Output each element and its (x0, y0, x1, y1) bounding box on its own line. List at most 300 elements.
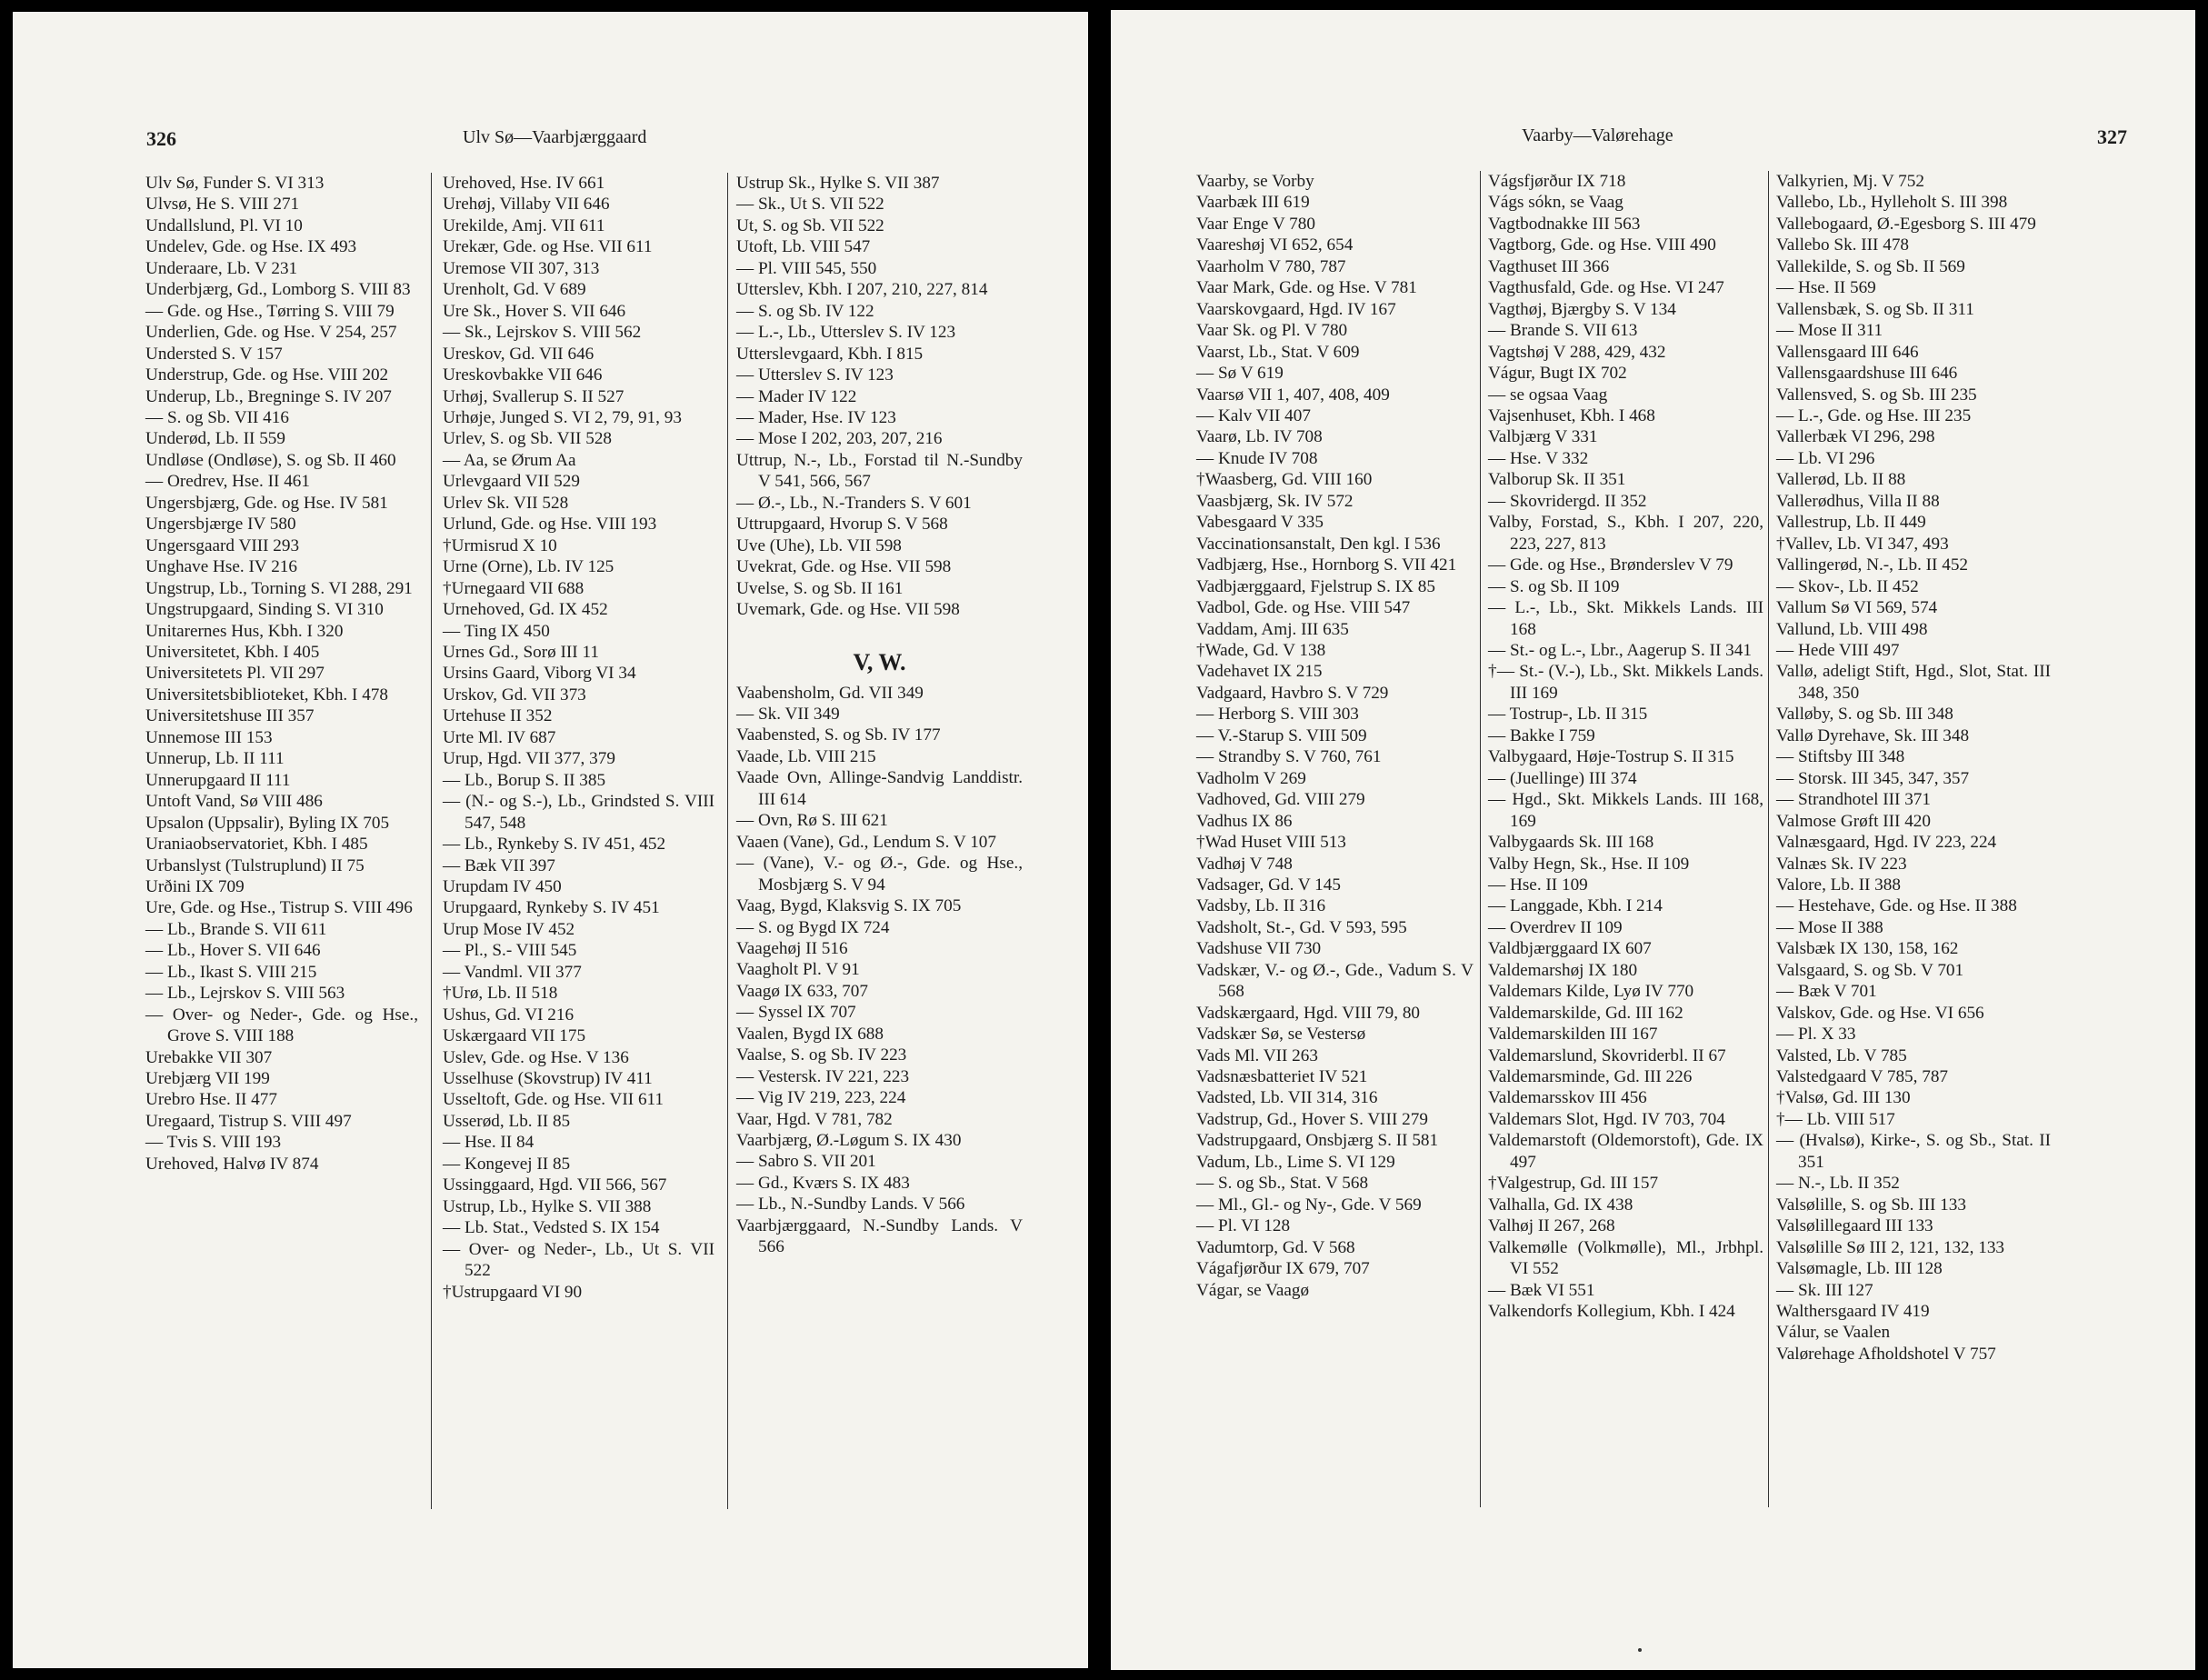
index-entry: Vaasbjærg, Sk. IV 572 (1196, 491, 1354, 511)
index-entry: Valhalla, Gd. IX 438 (1488, 1195, 1634, 1215)
index-entry: — St.- og L.-, Lbr., Aagerup S. II 341 (1488, 640, 1752, 660)
index-entry: Undallslund, Pl. VI 10 (145, 215, 303, 235)
index-entry: Undelev, Gde. og Hse. IX 493 (145, 237, 357, 257)
index-entry: Vaabensholm, Gd. VII 349 (736, 683, 924, 703)
index-column-1 (1196, 171, 1474, 1301)
index-entry: Vaalen, Bygd IX 688 (736, 1024, 884, 1044)
index-entry: Ustrup Sk., Hylke S. VII 387 (736, 174, 940, 193)
index-entry: Urehoved, Halvø IV 874 (145, 1154, 319, 1174)
index-entry: Universitetets Pl. VII 297 (145, 664, 325, 684)
index-entry: †Urø, Lb. II 518 (443, 984, 558, 1004)
index-entry: Vaareshøj VI 652, 654 (1196, 235, 1354, 255)
index-entry: Ureskovbakke VII 646 (443, 365, 603, 385)
index-entry: Vadshuse VII 730 (1196, 939, 1322, 959)
index-entry: Valmose Grøft III 420 (1776, 811, 1931, 831)
index-entry: Valskov, Gde. og Hse. VI 656 (1776, 1003, 1984, 1023)
index-entry: Uremose VII 307, 313 (443, 258, 600, 278)
index-entry: Vallund, Lb. VIII 498 (1776, 619, 1928, 639)
index-entry: — Sabro S. VII 201 (736, 1152, 876, 1172)
running-head: Ulv Sø—Vaarbjærggaard (463, 127, 647, 147)
index-entry: Urebro Hse. II 477 (145, 1090, 277, 1110)
index-entry: — S. og Sb. IV 122 (736, 301, 874, 321)
index-entry: Valore, Lb. II 388 (1776, 875, 1901, 895)
index-entry: — Mose II 388 (1776, 917, 1883, 937)
index-entry: Vadsby, Lb. II 316 (1196, 896, 1326, 916)
index-entry: — Knude IV 708 (1196, 448, 1318, 468)
index-entry: — Aa, se Ørum Aa (443, 450, 576, 470)
index-entry: — Sk., Ut S. VII 522 (736, 195, 884, 215)
index-entry: — Bæk VII 397 (443, 855, 555, 875)
index-entry: Urenholt, Gd. V 689 (443, 280, 586, 300)
index-entry: — Lb. VI 296 (1776, 448, 1875, 468)
index-entry: — Gde. og Hse., Tørring S. VIII 79 (145, 301, 395, 321)
index-entry: Vallerbæk VI 296, 298 (1776, 427, 1935, 447)
index-entry: Vagtbodnakke III 563 (1488, 214, 1641, 234)
index-entry: Vaarbæk III 619 (1196, 193, 1310, 213)
index-entry: Ursins Gaard, Viborg VI 34 (443, 664, 636, 684)
index-entry: Valsgaard, S. og Sb. V 701 (1776, 960, 1964, 980)
index-entry: — Bakke I 759 (1488, 725, 1595, 745)
index-entry: Vadsholt, St.-, Gd. V 593, 595 (1196, 917, 1407, 937)
index-entry: Uskærgaard VII 175 (443, 1026, 586, 1046)
index-entry: Vagtshøj V 288, 429, 432 (1488, 342, 1666, 362)
index-entry: Vaarskovgaard, Hgd. IV 167 (1196, 299, 1396, 319)
index-entry: Unnerup, Lb. II 111 (145, 749, 285, 769)
index-entry: Vágur, Bugt IX 702 (1488, 364, 1627, 384)
index-entry: Vallestrup, Lb. II 449 (1776, 513, 1926, 533)
index-entry: — Pl. VI 128 (1196, 1216, 1291, 1236)
index-entry: — Strandby S. V 760, 761 (1196, 747, 1382, 767)
index-entry: †Wade, Gd. V 138 (1196, 640, 1326, 660)
index-entry: — Lb., Rynkeby S. IV 451, 452 (443, 835, 666, 855)
index-entry: Valdemarsskov III 456 (1488, 1088, 1647, 1108)
index-entry: — Vig IV 219, 223, 224 (736, 1088, 906, 1108)
index-entry: Valdemarslund, Skovriderbl. II 67 (1488, 1045, 1726, 1065)
index-entry: Urebakke VII 307 (145, 1047, 273, 1067)
index-entry: †Ustrupgaard VI 90 (443, 1282, 583, 1302)
index-entry: Uvelse, S. og Sb. II 161 (736, 578, 904, 598)
index-entry: Vadum, Lb., Lime S. VI 129 (1196, 1152, 1395, 1172)
index-entry: Universitetshuse III 357 (145, 706, 315, 726)
index-entry: Ure, Gde. og Hse., Tistrup S. VIII 496 (145, 898, 413, 918)
index-entry: — S. og Sb., Stat. V 568 (1196, 1174, 1369, 1194)
index-entry: Valdemarsminde, Gd. III 226 (1488, 1067, 1693, 1087)
index-entry: Vadbjærg, Hse., Hornborg S. VII 421 (1196, 555, 1457, 575)
index-entry: Understed S. V 157 (145, 344, 283, 364)
index-entry: Valborup Sk. II 351 (1488, 470, 1626, 490)
index-entry: Vadsager, Gd. V 145 (1196, 875, 1341, 895)
index-entry: — Pl. X 33 (1776, 1025, 1856, 1045)
index-entry: Vaagehøj II 516 (736, 938, 848, 958)
index-entry: Valbjærg V 331 (1488, 427, 1598, 447)
index-entry: Usselhuse (Skovstrup) IV 411 (443, 1069, 653, 1089)
index-entry: Valsømagle, Lb. III 128 (1776, 1259, 1943, 1279)
index-entry: Vaccinationsanstalt, Den kgl. I 536 (1196, 534, 1441, 554)
index-entry: Uslev, Gde. og Hse. V 136 (443, 1047, 629, 1067)
index-entry: — Vestersk. IV 221, 223 (736, 1066, 910, 1086)
index-entry: Valsølillegaard III 133 (1776, 1216, 1933, 1236)
page-number: 326 (146, 127, 176, 150)
index-column-2 (443, 173, 714, 1303)
index-entry: — Ting IX 450 (443, 621, 550, 641)
index-entry: Vaarst, Lb., Stat. V 609 (1196, 342, 1360, 362)
index-entry: Ure Sk., Hover S. VII 646 (443, 301, 626, 321)
index-entry: Uttrupgaard, Hvorup S. V 568 (736, 515, 948, 535)
index-entry: Vallum Sø VI 569, 574 (1776, 598, 1938, 618)
index-entry: †Vallev, Lb. VI 347, 493 (1776, 534, 1949, 554)
index-entry: Underbjærg, Gd., Lomborg S. VIII 83 (145, 280, 411, 300)
index-entry: — Herborg S. VIII 303 (1196, 705, 1359, 725)
index-entry: — Over- og Neder-, Gde. og Hse., Grove S. VIII 188 (145, 1005, 418, 1046)
index-entry: Urnehoved, Gd. IX 452 (443, 600, 608, 620)
index-entry: Urnes Gd., Sorø III 11 (443, 642, 599, 662)
right-page (1111, 10, 2195, 1670)
index-entry: Vagtborg, Gde. og Hse. VIII 490 (1488, 235, 1716, 255)
index-entry: Vaar, Hgd. V 781, 782 (736, 1109, 893, 1129)
index-entry: Vadhøj V 748 (1196, 854, 1293, 874)
index-entry: Vaagholt Pl. V 91 (736, 960, 860, 980)
index-entry: Vallensbæk, S. og Sb. II 311 (1776, 299, 1974, 319)
index-entry: — Tostrup-, Lb. II 315 (1488, 705, 1648, 725)
index-entry: Urlev Sk. VII 528 (443, 493, 569, 513)
index-entry: Uve (Uhe), Lb. VII 598 (736, 535, 902, 555)
index-entry: — Skovridergd. II 352 (1488, 491, 1647, 511)
index-entry: Vallø Dyrehave, Sk. III 348 (1776, 725, 1970, 745)
index-entry: Vadbjærggaard, Fjelstrup S. IX 85 (1196, 576, 1435, 596)
index-entry: †— Lb. VIII 517 (1776, 1109, 1895, 1129)
index-entry: Urðini IX 709 (145, 876, 245, 896)
index-entry: — Hse. V 332 (1488, 448, 1589, 468)
index-entry: Underup, Lb., Bregninge S. IV 207 (145, 386, 392, 406)
index-entry: Vaarholm V 780, 787 (1196, 256, 1346, 276)
index-entry: Urskov, Gd. VII 373 (443, 685, 586, 705)
index-entry: Urebjærg VII 199 (145, 1069, 270, 1089)
index-entry: — Mader, Hse. IV 123 (736, 407, 896, 427)
index-entry: Valby Hegn, Sk., Hse. II 109 (1488, 854, 1690, 874)
index-entry: Urekær, Gde. og Hse. VII 611 (443, 237, 653, 257)
index-entry: Vaar Mark, Gde. og Hse. V 781 (1196, 278, 1417, 298)
index-entry: — Tvis S. VIII 193 (145, 1133, 282, 1153)
index-entry: Vaade Ovn, Allinge-Sandvig Landdistr. III 614 (736, 768, 1023, 809)
index-entry: — (Hvalsø), Kirke-, S. og Sb., Stat. II 351 (1776, 1131, 2051, 1172)
index-entry: — Kongevej II 85 (443, 1154, 571, 1174)
index-entry: Vaar Sk. og Pl. V 780 (1196, 321, 1348, 341)
index-entry: — (Juellinge) III 374 (1488, 768, 1637, 788)
index-entry: Vaarø, Lb. IV 708 (1196, 427, 1323, 447)
index-entry: Vadbol, Gde. og Hse. VIII 547 (1196, 598, 1411, 618)
index-entry: Unnemose III 153 (145, 727, 273, 747)
index-entry: Vadsnæsbatteriet IV 521 (1196, 1067, 1368, 1087)
page-number: 327 (2097, 125, 2127, 148)
index-entry: — Strandhotel III 371 (1776, 790, 1931, 810)
index-entry: — Lb., N.-Sundby Lands. V 566 (736, 1195, 965, 1215)
index-entry: Walthersgaard IV 419 (1776, 1302, 1930, 1322)
index-entry: Vágsfjørður IX 718 (1488, 172, 1626, 191)
index-entry: Unitarernes Hus, Kbh. I 320 (145, 621, 344, 641)
index-entry: Valnæsgaard, Hgd. IV 223, 224 (1776, 833, 1997, 853)
index-entry: Valnæs Sk. IV 223 (1776, 854, 1907, 874)
index-entry: Vaaen (Vane), Gd., Lendum S. V 107 (736, 832, 996, 852)
index-entry: Vagthusfald, Gde. og Hse. VI 247 (1488, 278, 1724, 298)
column-rule (431, 173, 432, 1509)
running-head: Vaarby—Valørehage (1522, 125, 1673, 145)
index-entry: Urehoved, Hse. IV 661 (443, 174, 605, 193)
index-entry: — Mose II 311 (1776, 321, 1883, 341)
index-entry: Vallensved, S. og Sb. III 235 (1776, 385, 1977, 405)
index-entry: Underaare, Lb. V 231 (145, 258, 298, 278)
index-entry: — S. og Bygd IX 724 (736, 917, 890, 937)
index-entry: Uregaard, Tistrup S. VIII 497 (145, 1111, 352, 1131)
index-entry: Valørehage Afholdshotel V 757 (1776, 1344, 1996, 1364)
index-entry: †Urnegaard VII 688 (443, 578, 584, 598)
index-entry: Vaalse, S. og Sb. IV 223 (736, 1045, 907, 1065)
index-entry: — Stiftsby III 348 (1776, 747, 1905, 767)
section-heading: V, W. (853, 648, 906, 675)
index-entry: Undløse (Ondløse), S. og Sb. II 460 (145, 450, 396, 470)
index-entry: Vadumtorp, Gd. V 568 (1196, 1237, 1355, 1257)
index-entry: Vagthøj, Bjærgby S. V 134 (1488, 299, 1676, 319)
index-entry: Valdemarstoft (Oldemorstoft), Gde. IX 497 (1488, 1131, 1763, 1172)
index-entry: Vallebo, Lb., Hylleholt S. III 398 (1776, 193, 2008, 213)
index-entry: Urup Mose IV 452 (443, 919, 575, 939)
index-entry: Valdemarskilden III 167 (1488, 1025, 1658, 1045)
print-speck (1638, 1648, 1642, 1652)
index-entry: Vallebogaard, Ø.-Egesborg S. III 479 (1776, 214, 2036, 234)
index-entry: Valdemarskilde, Gd. III 162 (1488, 1003, 1683, 1023)
index-entry: — L.-, Gde. og Hse. III 235 (1776, 405, 1972, 425)
index-entry: Vaarsø VII 1, 407, 408, 409 (1196, 385, 1390, 405)
index-entry: Vaade, Lb. VIII 215 (736, 746, 876, 766)
index-entry: Urlevgaard VII 529 (443, 472, 580, 492)
index-entry: — Hse. II 569 (1776, 278, 1876, 298)
index-entry: Urupdam IV 450 (443, 876, 562, 896)
index-entry: Valsted, Lb. V 785 (1776, 1045, 1907, 1065)
index-entry: — L.-, Lb., Utterslev S. IV 123 (736, 323, 956, 343)
index-entry: — Sk., Lejrskov S. VIII 562 (443, 323, 642, 343)
index-entry: Ushus, Gd. VI 216 (443, 1005, 574, 1025)
index-entry: Ureskov, Gd. VII 646 (443, 344, 594, 364)
index-entry: Vagthuset III 366 (1488, 256, 1610, 276)
index-entry: — Overdrev II 109 (1488, 917, 1623, 937)
index-entry: — Over- og Neder-, Lb., Ut S. VII 522 (443, 1239, 714, 1281)
index-entry: — se ogsaa Vaag (1488, 385, 1608, 405)
index-entry: Uvemark, Gde. og Hse. VII 598 (736, 600, 960, 620)
index-entry: Utoft, Lb. VIII 547 (736, 237, 871, 257)
index-entry: — Ml., Gl.- og Ny-, Gde. V 569 (1196, 1195, 1422, 1215)
index-entry: — Ovn, Rø S. III 621 (736, 811, 888, 831)
index-entry: Vadsted, Lb. VII 314, 316 (1196, 1088, 1378, 1108)
index-entry: Ungstrupgaard, Sinding S. VI 310 (145, 600, 384, 620)
index-entry: †Waasberg, Gd. VIII 160 (1196, 470, 1373, 490)
index-entry: Uttrup, N.-, Lb., Forstad til N.-Sundby V 541, 566, 567 (736, 450, 1023, 492)
index-entry: Vadskær, V.- og Ø.-, Gde., Vadum S. V 568 (1196, 960, 1474, 1002)
index-entry: Ungersgaard VIII 293 (145, 535, 300, 555)
index-column-3 (1776, 171, 2051, 1365)
index-entry: Urne (Orne), Lb. IV 125 (443, 557, 614, 577)
index-entry: Urup, Hgd. VII 377, 379 (443, 749, 615, 769)
index-entry: — Hgd., Skt. Mikkels Lands. III 168, 169 (1488, 790, 1763, 831)
column-3-entries (736, 173, 1023, 621)
index-entry: — Oredrev, Hse. II 461 (145, 472, 310, 492)
index-entry: Vágar, se Vaagø (1196, 1280, 1310, 1300)
index-entry: Vallensgaardshuse III 646 (1776, 364, 1958, 384)
index-entry: Vaabensted, S. og Sb. IV 177 (736, 725, 941, 745)
index-entry: Valsølille, S. og Sb. III 133 (1776, 1195, 1966, 1215)
index-entry: Universitetet, Kbh. I 405 (145, 642, 320, 662)
index-entry: Vágs sókn, se Vaag (1488, 193, 1624, 213)
index-entry: Unghave Hse. IV 216 (145, 557, 297, 577)
index-entry: — Lb. Stat., Vedsted S. IX 154 (443, 1218, 660, 1238)
column-3-entries-v (736, 683, 1023, 1258)
index-entry: Valkemølle (Volkmølle), Ml., Jrbhpl. VI 552 (1488, 1237, 1763, 1279)
index-column-1 (145, 173, 418, 1175)
index-entry: Valdemarshøj IX 180 (1488, 960, 1638, 980)
index-entry: Usseltoft, Gde. og Hse. VII 611 (443, 1090, 664, 1110)
index-entry: Valbygaard, Høje-Tostrup S. II 315 (1488, 747, 1734, 767)
index-entry: Vallensgaard III 646 (1776, 342, 1919, 362)
index-entry: Urekilde, Amj. VII 611 (443, 215, 605, 235)
index-entry: Ungstrup, Lb., Torning S. VI 288, 291 (145, 578, 413, 598)
index-entry: Vadgaard, Havbro S. V 729 (1196, 683, 1389, 703)
index-entry: Valstedgaard V 785, 787 (1776, 1067, 1949, 1087)
index-entry: — Hse. II 109 (1488, 875, 1588, 895)
index-entry: Urehøj, Villaby VII 646 (443, 195, 610, 215)
index-entry: Ungersbjærg, Gde. og Hse. IV 581 (145, 493, 388, 513)
index-entry: Vallø, adeligt Stift, Hgd., Slot, Stat. III 348, 350 (1776, 662, 2051, 703)
index-entry: Vads Ml. VII 263 (1196, 1045, 1318, 1065)
index-entry: Vadhoved, Gd. VIII 279 (1196, 790, 1365, 810)
index-entry: Valdemars Slot, Hgd. IV 703, 704 (1488, 1109, 1725, 1129)
index-entry: — Lb., Borup S. II 385 (443, 770, 606, 790)
index-entry: †Urmisrud X 10 (443, 535, 557, 555)
column-rule (727, 173, 728, 1509)
index-entry: — (Vane), V.- og Ø.-, Gde. og Hse., Mosbjærg S. V 94 (736, 854, 1023, 895)
index-entry: — Skov-, Lb. II 452 (1776, 576, 1919, 596)
index-entry: — Mader IV 122 (736, 386, 857, 406)
index-entry: †Wad Huset VIII 513 (1196, 833, 1346, 853)
index-entry: — Vandml. VII 377 (443, 962, 582, 982)
left-page (13, 12, 1088, 1668)
index-entry: †— St.- (V.-), Lb., Skt. Mikkels Lands. III 169 (1488, 662, 1763, 703)
index-entry: Uraniaobservatoriet, Kbh. I 485 (145, 835, 368, 855)
index-entry: Valdemars Kilde, Lyø IV 770 (1488, 982, 1694, 1002)
index-entry: — (N.- og S.-), Lb., Grindsted S. VIII 547, 548 (443, 792, 714, 833)
index-entry: Vallerød, Lb. II 88 (1776, 470, 1906, 490)
index-entry: Untoft Vand, Sø VIII 486 (145, 792, 323, 812)
index-entry: Upsalon (Uppsalir), Byling IX 705 (145, 813, 390, 833)
index-entry: — Sk. VII 349 (736, 704, 840, 724)
index-entry: — Utterslev S. IV 123 (736, 365, 894, 385)
index-entry: — Gde. og Hse., Brønderslev V 79 (1488, 555, 1733, 575)
index-entry: — L.-, Lb., Skt. Mikkels Lands. III 168 (1488, 598, 1763, 639)
index-column-2 (1488, 171, 1763, 1322)
index-entry: Vajsenhuset, Kbh. I 468 (1488, 405, 1655, 425)
index-entry: Urtehuse II 352 (443, 706, 553, 726)
index-entry: Universitetsbiblioteket, Kbh. I 478 (145, 685, 388, 705)
index-entry: †Valgestrup, Gd. III 157 (1488, 1174, 1659, 1194)
index-entry: Vadehavet IX 215 (1196, 662, 1323, 682)
index-entry: Urlund, Gde. og Hse. VIII 193 (443, 515, 657, 535)
index-entry: Urte Ml. IV 687 (443, 727, 556, 747)
index-entry: Vadstrupgaard, Onsbjærg S. II 581 (1196, 1131, 1439, 1151)
index-entry: Vaddam, Amj. III 635 (1196, 619, 1349, 639)
index-entry: — Mose I 202, 203, 207, 216 (736, 429, 943, 449)
index-entry: Usserød, Lb. II 85 (443, 1111, 571, 1131)
index-entry: Valby, Forstad, S., Kbh. I 207, 220, 223, 227, 813 (1488, 513, 1763, 554)
index-entry: Urlev, S. og Sb. VII 528 (443, 429, 613, 449)
index-entry: Vabesgaard V 335 (1196, 513, 1324, 533)
index-entry: — Pl. VIII 545, 550 (736, 258, 877, 278)
index-entry: — Ø.-, Lb., N.-Tranders S. V 601 (736, 493, 972, 513)
index-entry: Valdbjærggaard IX 607 (1488, 939, 1652, 959)
index-entry: — Pl., S.- VIII 545 (443, 941, 577, 961)
index-entry: Vaarbjærggaard, N.-Sundby Lands. V 566 (736, 1215, 1023, 1257)
index-entry: Vaarbjærg, Ø.-Løgum S. IX 430 (736, 1131, 962, 1151)
index-entry: Vallekilde, S. og Sb. II 569 (1776, 256, 1965, 276)
index-entry: — Hede VIII 497 (1776, 640, 1900, 660)
index-entry: — S. og Sb. VII 416 (145, 407, 289, 427)
index-entry: Vallingerød, N.-, Lb. II 452 (1776, 555, 1969, 575)
index-entry: Vadskærgaard, Hgd. VIII 79, 80 (1196, 1003, 1421, 1023)
index-entry: Valbygaards Sk. III 168 (1488, 833, 1654, 853)
index-entry: — Langgade, Kbh. I 214 (1488, 896, 1663, 916)
index-entry: — Hestehave, Gde. og Hse. II 388 (1776, 896, 2017, 916)
index-entry: — Hse. II 84 (443, 1133, 535, 1153)
index-entry: — Lb., Lejrskov S. VIII 563 (145, 984, 345, 1004)
index-entry: Ut, S. og Sb. VII 522 (736, 215, 884, 235)
index-entry: Urhøje, Junged S. VI 2, 79, 91, 93 (443, 407, 682, 427)
index-entry: Vadholm V 269 (1196, 768, 1306, 788)
index-entry: — Gd., Kværs S. IX 483 (736, 1173, 910, 1193)
index-entry: Vallerødhus, Villa II 88 (1776, 491, 1940, 511)
index-entry: Unnerupgaard II 111 (145, 770, 291, 790)
index-entry: — S. og Sb. II 109 (1488, 576, 1620, 596)
index-entry: Vaarby, se Vorby (1196, 172, 1314, 191)
index-entry: Valsbæk IX 130, 158, 162 (1776, 939, 1959, 959)
index-entry: — Brande S. VII 613 (1488, 321, 1638, 341)
column-rule (1480, 171, 1481, 1507)
index-entry: Underød, Lb. II 559 (145, 429, 285, 449)
index-entry: — N.-, Lb. II 352 (1776, 1174, 1900, 1194)
index-entry: Ulv Sø, Funder S. VI 313 (145, 174, 325, 193)
index-entry: Valløby, S. og Sb. III 348 (1776, 705, 1953, 725)
index-entry: Utterslevgaard, Kbh. I 815 (736, 344, 924, 364)
index-entry: Valhøj II 267, 268 (1488, 1216, 1615, 1236)
index-entry: — Lb., Ikast S. VIII 215 (145, 962, 317, 982)
index-entry: Utterslev, Kbh. I 207, 210, 227, 814 (736, 280, 988, 300)
index-entry: Urhøj, Svallerup S. II 527 (443, 386, 624, 406)
index-entry: †Valsø, Gd. III 130 (1776, 1088, 1911, 1108)
column-rule (1768, 171, 1769, 1507)
index-entry: Vadskær Sø, se Vestersø (1196, 1025, 1366, 1045)
index-entry: Ungersbjærge IV 580 (145, 515, 296, 535)
index-column-3 (736, 173, 1023, 1258)
index-entry: Urbanslyst (Tulstruplund) II 75 (145, 855, 365, 875)
index-entry: Vágafjørður IX 679, 707 (1196, 1259, 1370, 1279)
index-entry: Ustrup, Lb., Hylke S. VII 388 (443, 1196, 652, 1216)
index-entry: — Sø V 619 (1196, 364, 1284, 384)
index-entry: — Lb., Hover S. VII 646 (145, 941, 321, 961)
index-entry: Valkendorfs Kollegium, Kbh. I 424 (1488, 1302, 1735, 1322)
index-entry: Válur, se Vaalen (1776, 1323, 1891, 1343)
index-entry: — Bæk V 701 (1776, 982, 1877, 1002)
index-entry: — Bæk VI 551 (1488, 1280, 1595, 1300)
index-entry: Vaagø IX 633, 707 (736, 981, 868, 1001)
index-entry: — Storsk. III 345, 347, 357 (1776, 768, 1970, 788)
index-entry: Vallebo Sk. III 478 (1776, 235, 1910, 255)
index-entry: Vadstrup, Gd., Hover S. VIII 279 (1196, 1109, 1428, 1129)
index-entry: Ulvsø, He S. VIII 271 (145, 195, 300, 215)
